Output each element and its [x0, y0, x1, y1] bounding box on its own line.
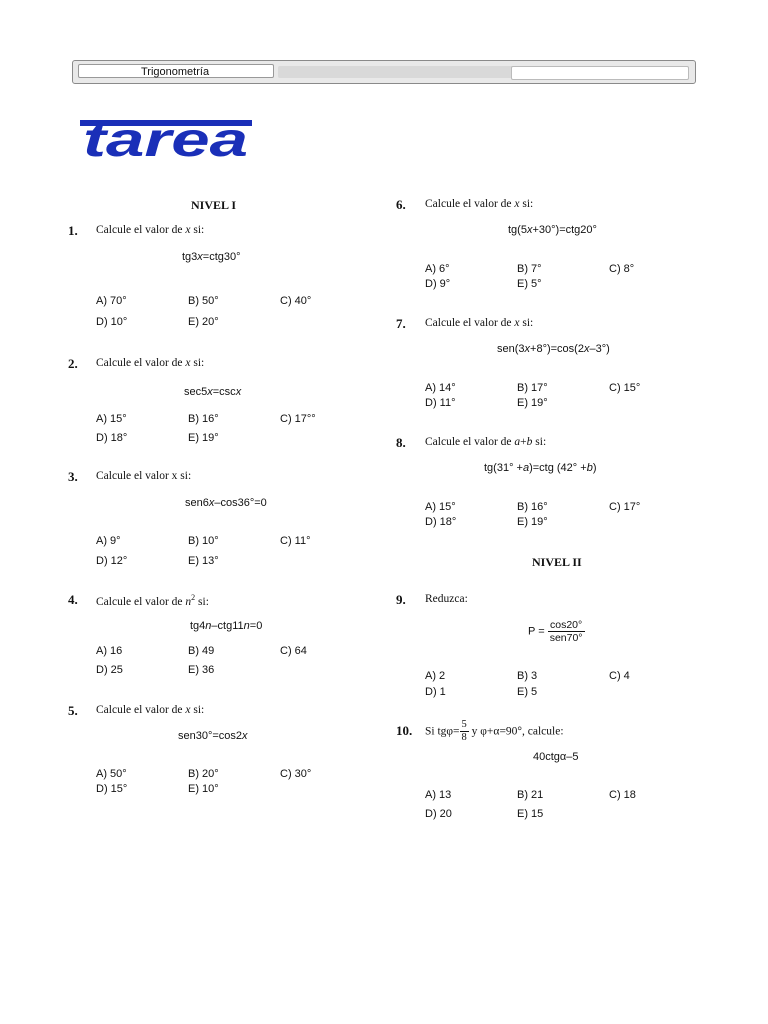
- question-prompt: Calcule el valor de x si:: [96, 704, 205, 716]
- option-b[interactable]: B) 7°: [517, 263, 542, 275]
- option-c[interactable]: C) 8°: [609, 263, 635, 275]
- option-c[interactable]: C) 18: [609, 789, 636, 801]
- header-bar: [72, 60, 696, 84]
- option-d[interactable]: D) 10°: [96, 316, 128, 328]
- option-c[interactable]: C) 15°: [609, 382, 641, 394]
- option-e[interactable]: E) 15: [517, 808, 544, 820]
- question-expression: tg(5x+30°)=ctg20°: [508, 224, 597, 236]
- option-c[interactable]: C) 40°: [280, 295, 312, 307]
- option-e[interactable]: E) 13°: [188, 555, 219, 567]
- option-a[interactable]: A) 15°: [425, 501, 456, 513]
- question-expression: tg4n–ctg11n=0: [190, 620, 263, 632]
- question-number: 3.: [68, 469, 78, 484]
- question-prompt: Reduzca:: [425, 593, 468, 605]
- option-b[interactable]: B) 20°: [188, 768, 219, 780]
- option-c[interactable]: C) 17°°: [280, 413, 316, 425]
- option-a[interactable]: A) 6°: [425, 263, 450, 275]
- fraction: $\frac{5}{8}$: [461, 719, 467, 743]
- question-prompt: Calcule el valor de $n^2$ si:: [96, 593, 209, 608]
- option-e[interactable]: E) 5°: [517, 278, 542, 290]
- option-a[interactable]: A) 70°: [96, 295, 127, 307]
- tarea-logo: [80, 110, 255, 165]
- option-b[interactable]: B) 49: [188, 645, 215, 657]
- option-c[interactable]: C) 11°: [280, 535, 311, 547]
- question-number: 10.: [396, 723, 413, 738]
- question-prompt: Calcule el valor de x si:: [96, 357, 205, 369]
- question-expression: sec5x=cscx: [184, 386, 242, 398]
- option-e[interactable]: E) 5: [517, 686, 538, 698]
- option-e[interactable]: E) 19°: [517, 516, 548, 528]
- option-e[interactable]: E) 10°: [188, 783, 219, 795]
- level-1-heading: NIVEL I: [191, 198, 237, 212]
- question-number: 5.: [68, 703, 78, 718]
- question-expression: sen(3x+8°)=cos(2x–3°): [497, 343, 610, 355]
- fraction: $\frac{\cos 20^\circ}{\text{sen70°}}$: [549, 619, 583, 644]
- option-d[interactable]: D) 20: [425, 808, 452, 820]
- header-decoration-light: [511, 66, 689, 80]
- option-d[interactable]: D) 18°: [425, 516, 457, 528]
- option-b[interactable]: B) 50°: [188, 295, 219, 307]
- question-expression: sen6x–cos36°=0: [185, 497, 267, 509]
- question-expression: P = $\frac{\cos 20^\circ}{\text{sen70°}}$: [528, 619, 583, 644]
- question-number: 4.: [68, 592, 78, 607]
- question-number: 8.: [396, 435, 406, 450]
- option-c[interactable]: C) 64: [280, 645, 307, 657]
- option-a[interactable]: A) 16: [96, 645, 123, 657]
- question-prompt: Calcule el valor x si:: [96, 470, 192, 482]
- question-number: 2.: [68, 356, 78, 371]
- question-prompt: Calcule el valor de a+b si:: [425, 436, 547, 448]
- question-number: 6.: [396, 197, 406, 212]
- question-expression: 40ctgα–5: [533, 751, 579, 763]
- option-b[interactable]: B) 16°: [517, 501, 548, 513]
- option-d[interactable]: D) 18°: [96, 432, 128, 444]
- option-a[interactable]: A) 14°: [425, 382, 456, 394]
- question-number: 7.: [396, 316, 406, 331]
- option-d[interactable]: D) 9°: [425, 278, 451, 290]
- option-a[interactable]: A) 2: [425, 670, 446, 682]
- option-a[interactable]: A) 15°: [96, 413, 127, 425]
- question-prompt: Calcule el valor de x si:: [425, 317, 534, 329]
- subject-tab: [78, 64, 274, 78]
- option-b[interactable]: B) 17°: [517, 382, 548, 394]
- option-b[interactable]: B) 16°: [188, 413, 219, 425]
- option-c[interactable]: C) 4: [609, 670, 630, 682]
- option-d[interactable]: D) 12°: [96, 555, 128, 567]
- option-a[interactable]: A) 50°: [96, 768, 127, 780]
- question-expression: sen30°=cos2x: [178, 730, 248, 742]
- option-a[interactable]: A) 13: [425, 789, 452, 801]
- option-e[interactable]: E) 20°: [188, 316, 219, 328]
- option-c[interactable]: C) 17°: [609, 501, 641, 513]
- option-b[interactable]: B) 10°: [188, 535, 219, 547]
- question-prompt: Calcule el valor de x si:: [425, 198, 534, 210]
- option-d[interactable]: D) 11°: [425, 397, 456, 409]
- question-number: 1.: [68, 223, 78, 238]
- question-prompt: Si tgφ= $\frac{5}{8}$ y φ+α=90°, calcule:: [425, 719, 564, 743]
- question-expression: tg(31° +a)=ctg (42° +b): [484, 462, 597, 474]
- option-b[interactable]: B) 3: [517, 670, 538, 682]
- question-number: 9.: [396, 592, 406, 607]
- option-d[interactable]: D) 1: [425, 686, 446, 698]
- option-e[interactable]: E) 19°: [188, 432, 219, 444]
- question-prompt: Calcule el valor de x si:: [96, 224, 205, 236]
- option-a[interactable]: A) 9°: [96, 535, 121, 547]
- question-expression: tg3x=ctg30°: [182, 251, 241, 263]
- subject-title: Trigonometría: [141, 66, 210, 78]
- option-d[interactable]: D) 15°: [96, 783, 128, 795]
- option-b[interactable]: B) 21: [517, 789, 544, 801]
- option-d[interactable]: D) 25: [96, 664, 123, 676]
- option-e[interactable]: E) 19°: [517, 397, 548, 409]
- option-c[interactable]: C) 30°: [280, 768, 312, 780]
- option-e[interactable]: E) 36: [188, 664, 215, 676]
- level-2-heading: NIVEL II: [532, 555, 582, 569]
- logo-text: tarea: [83, 114, 248, 165]
